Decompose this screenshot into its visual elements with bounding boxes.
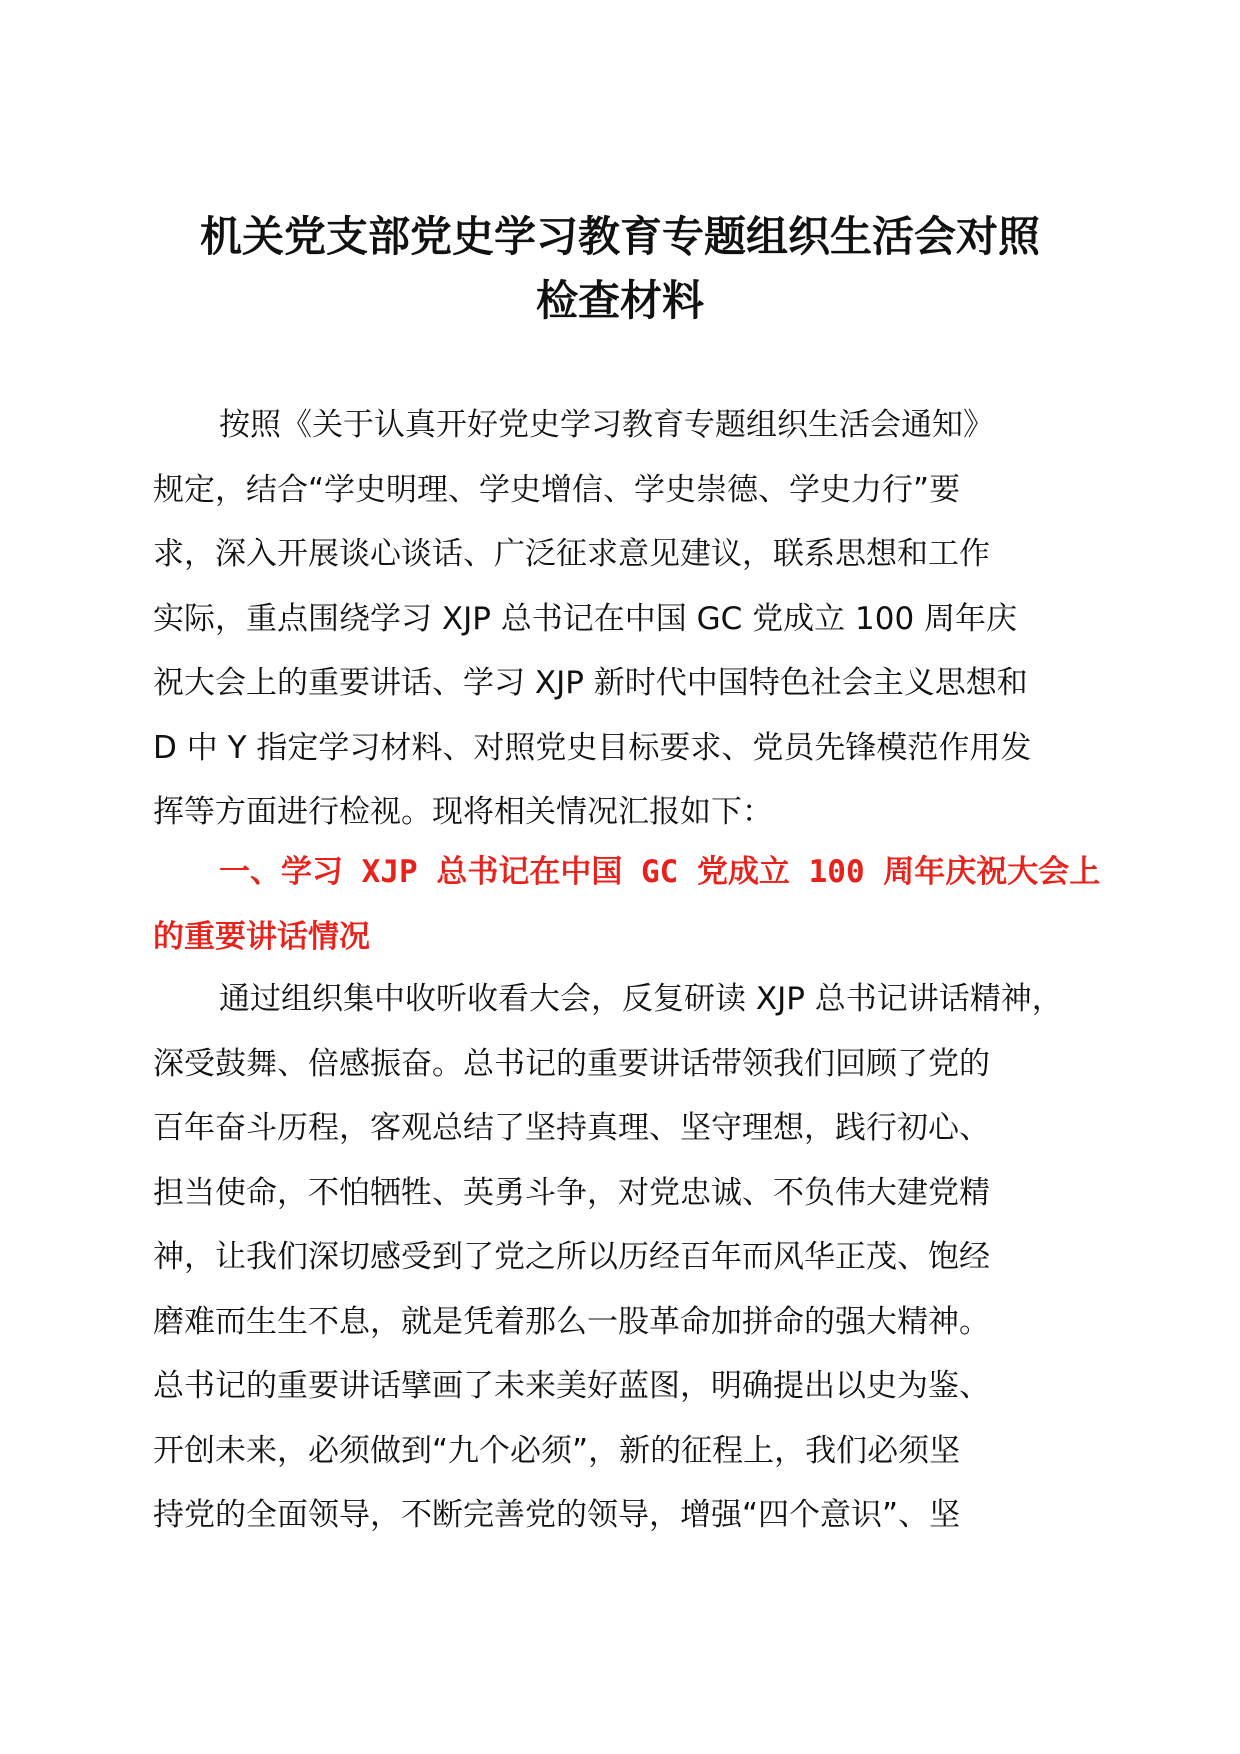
paragraph-line: 规定，结合“学史明理、学史增信、学史崇德、学史力行”要 bbox=[153, 471, 961, 508]
title-line-2: 检查材料 bbox=[535, 276, 704, 325]
section-heading-1 bbox=[153, 840, 1101, 969]
heading-line: 一、学习 XJP 总书记在中国 GC 党成立 100 周年庆祝大会上 bbox=[219, 854, 1101, 890]
paragraph-line: 深受鼓舞、倍感振奋。总书记的重要讲话带领我们回顾了党的 bbox=[153, 1045, 990, 1082]
paragraph-line: 实际，重点围绕学习 XJP 总书记在中国 GC 党成立 100 周年庆 bbox=[153, 600, 1018, 637]
paragraph-line: 通过组织集中收听收看大会，反复研读 XJP 总书记讲话精神， bbox=[219, 981, 1063, 1017]
paragraph-line: 磨难而生生不息，就是凭着那么一股革命加拼命的强大精神。 bbox=[153, 1303, 990, 1340]
title-line-1: 机关党支部党史学习教育专题组织生活会对照 bbox=[199, 212, 1040, 261]
paragraph-line: 开创未来，必须做到“九个必须”，新的征程上，我们必须坚 bbox=[153, 1432, 961, 1469]
paragraph-line: 持党的全面领导，不断完善党的领导，增强“四个意识”、坚 bbox=[153, 1497, 961, 1533]
document-title bbox=[140, 205, 1100, 333]
section-1-paragraph bbox=[153, 967, 1083, 1548]
heading-line: 的重要讲话情况 bbox=[153, 918, 370, 955]
paragraph-line: 按照《关于认真开好党史学习教育专题组织生活会通知》 bbox=[219, 407, 994, 443]
paragraph-line: 求，深入开展谈心谈话、广泛征求意见建议，联系思想和工作 bbox=[153, 536, 990, 572]
paragraph-line: 挥等方面进行检视。现将相关情况汇报如下： bbox=[153, 794, 773, 830]
paragraph-line: D 中 Y 指定学习材料、对照党史目标要求、党员先锋模范作用发 bbox=[153, 729, 1032, 766]
paragraph-line: 神，让我们深切感受到了党之所以历经百年而风华正茂、饱经 bbox=[153, 1239, 990, 1275]
paragraph-line: 祝大会上的重要讲话、学习 XJP 新时代中国特色社会主义思想和 bbox=[153, 665, 1028, 701]
paragraph-line: 百年奋斗历程，客观总结了坚持真理、坚守理想，践行初心、 bbox=[153, 1110, 990, 1146]
intro-paragraph bbox=[153, 393, 1083, 845]
paragraph-line: 担当使命，不怕牺牲、英勇斗争，对党忠诚、不负伟大建党精 bbox=[153, 1174, 990, 1211]
paragraph-line: 总书记的重要讲话擘画了未来美好蓝图，明确提出以史为鉴、 bbox=[153, 1368, 990, 1404]
